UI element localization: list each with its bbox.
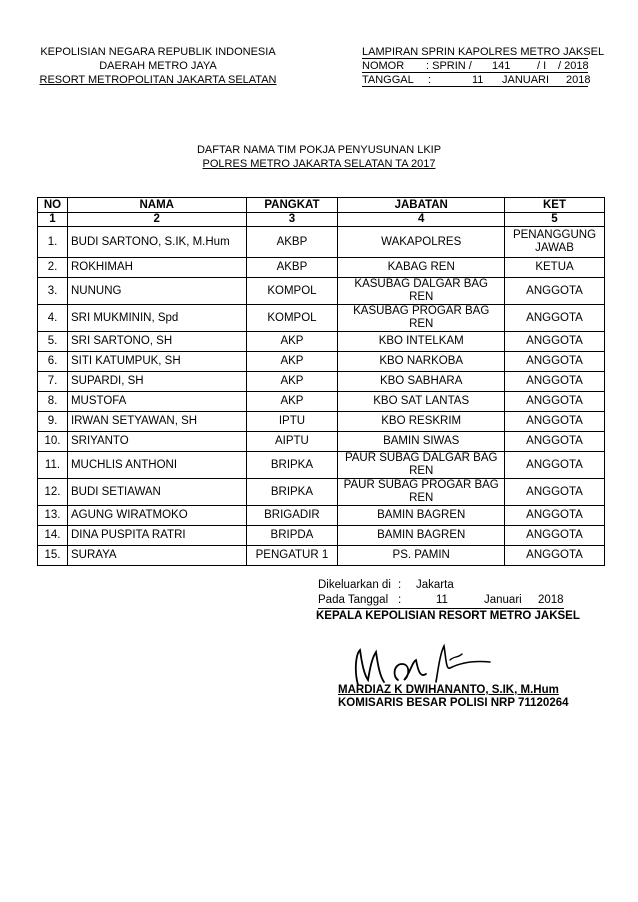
table-header-row [38,198,605,213]
row-pangkat: BRIPDA [246,526,338,546]
row-jabatan: BAMIN BAGREN [338,506,505,526]
row-jabatan: KBO SAT LANTAS [338,392,505,412]
row-jabatan: PAUR SUBAG PROGAR BAG REN [338,479,505,506]
nomor-year: / 2018 [558,60,589,72]
row-no: 15. [38,546,68,566]
tanggal-day: 11 [472,74,484,86]
signature-block [316,578,580,624]
document-title-line-1: DAFTAR NAMA TIM POKJA PENYUSUNAN LKIP [196,144,442,156]
row-jabatan: KABAG REN [338,258,505,278]
row-ket: ANGGOTA [505,412,605,432]
row-pangkat: PENGATUR 1 [246,546,338,566]
row-ket: ANGGOTA [505,332,605,352]
table-row [38,506,605,526]
signatory-position: KEPALA KEPOLISIAN RESORT METRO JAKSEL [316,610,580,622]
row-no: 14. [38,526,68,546]
table-row [38,227,605,258]
tanggal-label: TANGGAL [362,74,414,86]
row-pangkat: AKP [246,352,338,372]
signatory [338,684,569,710]
row-ket: ANGGOTA [505,372,605,392]
row-pangkat: AIPTU [246,432,338,452]
row-ket: ANGGOTA [505,352,605,372]
signatory-rank: KOMISARIS BESAR POLISI NRP 71120264 [338,697,569,709]
row-pangkat: AKP [246,392,338,412]
table-row [38,526,605,546]
issued-date-year: 2018 [538,594,564,606]
row-ket: ANGGOTA [505,392,605,412]
table-row [38,392,605,412]
table-row [38,352,605,372]
row-nama: SURAYA [67,546,246,566]
institution-line-1: KEPOLISIAN NEGARA REPUBLIK INDONESIA [40,46,276,58]
row-ket: ANGGOTA [505,526,605,546]
row-nama: DINA PUSPITA RATRI [67,526,246,546]
row-ket: ANGGOTA [505,278,605,305]
row-ket: ANGGOTA [505,546,605,566]
institution-line-3: RESORT METROPOLITAN JAKARTA SELATAN [39,74,277,86]
table-row [38,432,605,452]
tanggal-month: JANUARI [502,74,550,86]
letterhead-left [38,45,278,87]
row-jabatan: PAUR SUBAG DALGAR BAG REN [338,452,505,479]
row-no: 9. [38,412,68,432]
row-pangkat: KOMPOL [246,305,338,332]
handwritten-signature [340,640,500,690]
table-row [38,278,605,305]
row-no: 5. [38,332,68,352]
personnel-table [37,197,605,566]
row-pangkat: BRIPKA [246,452,338,479]
row-no: 10. [38,432,68,452]
document-title-line-2: POLRES METRO JAKARTA SELATAN TA 2017 [202,158,436,170]
table-row [38,412,605,432]
column-number-row [38,213,605,227]
row-ket: PENANGGUNG JAWAB [505,227,605,258]
row-no: 1. [38,227,68,258]
nomor-prefix: : SPRIN / [426,60,472,72]
nomor-month: / I [537,60,547,72]
row-jabatan: WAKAPOLRES [338,227,505,258]
row-pangkat: AKBP [246,258,338,278]
issued-date-colon: : [398,594,402,606]
row-nama: SITI KATUMPUK, SH [67,352,246,372]
row-ket: ANGGOTA [505,432,605,452]
header-pangkat: PANGKAT [246,198,338,213]
row-nama: MUSTOFA [67,392,246,412]
row-ket: KETUA [505,258,605,278]
lampiran-title: LAMPIRAN SPRIN KAPOLRES METRO JAKSEL [362,46,605,58]
tanggal-year: 2018 [566,74,591,86]
row-pangkat: AKP [246,372,338,392]
header-jabatan: JABATAN [338,198,505,213]
issued-date-day: 11 [436,594,448,606]
issued-date-month: Januari [484,594,522,606]
row-no: 6. [38,352,68,372]
row-no: 4. [38,305,68,332]
row-nama: AGUNG WIRATMOKO [67,506,246,526]
row-pangkat: AKBP [246,227,338,258]
row-jabatan: KASUBAG DALGAR BAG REN [338,278,505,305]
row-pangkat: IPTU [246,412,338,432]
row-pangkat: BRIPKA [246,479,338,506]
row-no: 11. [38,452,68,479]
row-no: 3. [38,278,68,305]
tanggal-row [362,73,591,87]
row-jabatan: KBO NARKOBA [338,352,505,372]
row-nama: BUDI SETIAWAN [67,479,246,506]
row-jabatan: PS. PAMIN [338,546,505,566]
row-jabatan: KBO RESKRIM [338,412,505,432]
document-title [0,143,638,171]
table-row [38,332,605,352]
row-nama: BUDI SARTONO, S.IK, M.Hum [67,227,246,258]
issued-date-label: Pada Tanggal [318,594,389,606]
issued-at-label: Dikeluarkan di [318,579,391,591]
row-nama: SRIYANTO [67,432,246,452]
issued-at-colon: : [398,579,402,591]
issued-at-row [318,578,564,593]
table-row [38,305,605,332]
nomor-row [362,59,588,73]
row-pangkat: AKP [246,332,338,352]
header-nama: NAMA [67,198,246,213]
row-nama: MUCHLIS ANTHONI [67,452,246,479]
row-no: 7. [38,372,68,392]
row-jabatan: BAMIN BAGREN [338,526,505,546]
table-row [38,258,605,278]
row-pangkat: BRIGADIR [246,506,338,526]
row-jabatan: BAMIN SIWAS [338,432,505,452]
header-no: NO [38,198,68,213]
row-pangkat: KOMPOL [246,278,338,305]
row-no: 12. [38,479,68,506]
issued-date-row [318,593,564,609]
header-ket: KET [505,198,605,213]
row-nama: SRI SARTONO, SH [67,332,246,352]
row-ket: ANGGOTA [505,506,605,526]
row-ket: ANGGOTA [505,479,605,506]
row-jabatan: KBO INTELKAM [338,332,505,352]
row-jabatan: KBO SABHARA [338,372,505,392]
table-row [38,546,605,566]
row-no: 13. [38,506,68,526]
issued-at-value: Jakarta [416,579,454,591]
nomor-label: NOMOR [362,60,405,72]
table-row [38,479,605,506]
row-nama: NUNUNG [67,278,246,305]
row-nama: ROKHIMAH [67,258,246,278]
row-no: 2. [38,258,68,278]
row-jabatan: KASUBAG PROGAR BAG REN [338,305,505,332]
column-number: 4 [338,213,505,227]
row-nama: IRWAN SETYAWAN, SH [67,412,246,432]
table-row [38,372,605,392]
nomor-number: 141 [492,60,511,72]
institution-line-2: DAERAH METRO JAYA [99,60,217,72]
row-nama: SUPARDI, SH [67,372,246,392]
column-number: 5 [505,213,605,227]
signatory-name: MARDIAZ K DWIHANANTO, S.IK, M.Hum [338,684,559,696]
column-number: 2 [67,213,246,227]
table-row [38,452,605,479]
letterhead-right [362,45,605,87]
tanggal-colon: : [428,74,432,86]
column-number: 3 [246,213,338,227]
row-nama: SRI MUKMININ, Spd [67,305,246,332]
row-no: 8. [38,392,68,412]
column-number: 1 [38,213,68,227]
row-ket: ANGGOTA [505,452,605,479]
row-ket: ANGGOTA [505,305,605,332]
